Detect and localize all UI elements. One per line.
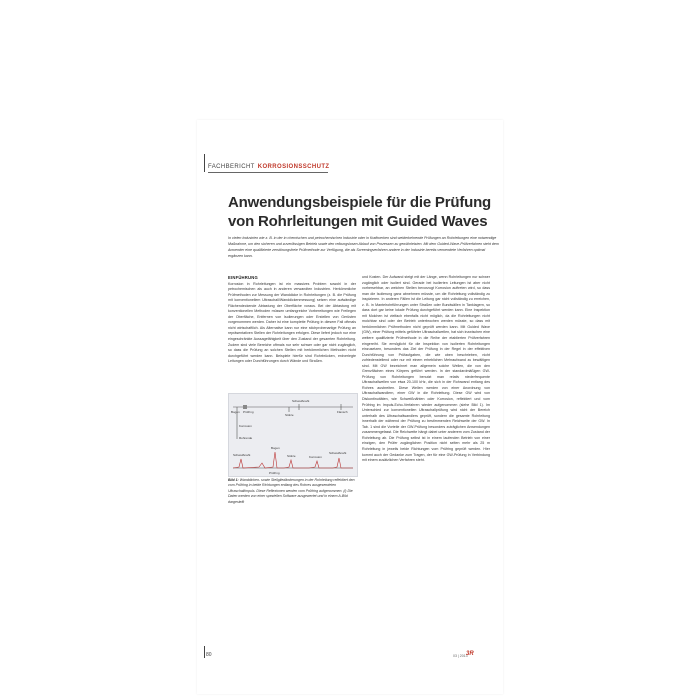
label-flansch: Flansch <box>337 410 348 414</box>
header-rule-vertical <box>204 154 205 172</box>
label-korrosion-lower: Korrosion <box>309 455 322 459</box>
label-bogen: Bogen <box>231 410 240 414</box>
header-rule-horizontal <box>208 172 328 173</box>
label-rohrende: Rohrende <box>239 436 253 440</box>
figure-diagram <box>229 394 357 476</box>
section-label: FACHBERICHT <box>208 164 255 170</box>
label-schweissnaht-right: Schweißnaht <box>329 451 347 455</box>
right-body-text: und Kosten. Der Aufwand steigt mit der Länge, wenn Rohrleitungen nur schwer zugänglich oder isoliert sind. Gerade bei isolierten Leitungen ist aber nicht vorhersehbar, an welchen Stellen bevorzugt Korrosion auftreten wird, so dass man die Isolierung ganz abnehmen müsste, um die Rohrleitung vollständig zu inspizieren. In anderen Fällen ist die Leitung gar nicht vollständig zu erreichen, z. B. in Mantelrohrführungen unter Straßen oder Bundwällen in Tanklagern, so dass dort gar keine lokale Prüfung durchgeführt werden kann. Eine Inspektion mit Molchen ist vielfach ebenfalls nicht möglich, da die Rohrleitungen nicht molchbar sind oder der Betrieb unterbrochen werden müsste, so dass mit herkömmlichen Prüfmethoden nicht geprüft werden kann. Mit Guided Wave (GW), einer Prüfung mittels geführter Ultraschallwellen, hat sich inzwischen eine weitere qualifizierte Prüfmethode in die Reihe der etablierten Prüfverfahren eingereiht. Sie ermöglicht für die Inspektion von isolierten Rohrleitungen einzusetzen, besonders das Ziel der Prüfung in der Regel in der effektiven Durchführung von Prüfaufgaben, die wie oben beschrieben, nicht zufriedenstellend oder nur mit einem erheblichen Mehraufwand zu bewältigen sind. Mit GW bezeichnet man allgemein solche Wellen, die von den Grenzflächen eines Körpers geführt werden. In der standardmäßigen GW-Prüfung von Rohrleitungen benutzt man relativ niederfrequente Ultraschallwellen von etwa 20-100 kHz, die sich in der Rohrwand entlang des Rohres ausbreiten. Diese Wellen werden von einer Anordnung von Ultraschallwandlern, einer GW in die Rohrleitung. Diese GW wird von Diskontinuitäten, wie Schweißnähten oder Korrosion, reflektiert und vom Prüfring im Impuls-Echo-Verfahren wieder aufgenommen (siehe Bild 1). Im Unterschied zur konventionellen Ultraschallprüfung wird nicht der Bereich unterhalb des Ultraschallwandlers geprüft, sondern die gesamte Rohrleitung innerhalb der während der Prüfung zu bestimmenden Reichweite der GW. In Tab. 1 sind die Vorteile der GW-Prüfung besonders zuträglichen Anwendungen zusammengefasst. Die Reichweite hängt dabei unter anderem vom Zustand der Rohrleitung ab. Die Prüfung selbst ist in einem laufenden Betrieb von einer einzigen, den Prüfer zugänglichen Position nicht selten mehr als 25 m Rohrleitung in jeweils beide Richtungen vom Prüfring geprüft werden. Hier kommt auch der Gedanke zum Tragen, der für eine GW-Prüfung in Verbindung mit einem zusätzlichen Verfahren steht. <box>362 275 490 463</box>
pruefring-mark <box>243 405 247 409</box>
page-number: 80 <box>206 652 212 658</box>
caption-text: Wanddicken- sowie Stellgliedänderungen in der Rohrleitung reflektiert den vom Prüfring in beide Richtungen entlang des Rohres ausgesendeten Ultraschallimpuls. Diese Reflexionen werden vom Prüfring aufgenommen. (i) Die Daten werden von einer speziellen Software ausgewertet und in einem A-Bild dargestellt <box>228 478 355 504</box>
label-schweissnaht: Schweißnaht <box>292 399 310 403</box>
label-bogen-lower: Bogen <box>271 446 280 450</box>
article-lead: In vielen Industrien wie z. B. in der in chemischen und petrochemischen Industrie oder in Kraftwerken sind weiderkehrende Prüfungen an Rohrleitungen eine notwendige Maßnahme, um den sicheren und zuverlässigen Betrieb sowie den reibungslosen Ablauf von Prozessen zu gewährleisten. Mit dem Guided-Wave-Prüfverfahren steht dem Anwender eine qualifizierte zerstörungsfreie Prüfmethode zur Verfügung, die als Screeningverfahren andere in der Industrie bereits verwendete Verfahren optimal ergänzen kann. <box>228 236 499 258</box>
left-column <box>228 275 356 367</box>
left-body-text: Korrosion in Rohrleitungen ist ein massives Problem sowohl in der petrochemischen als auch in anderen verwandten Industrien. Herkömmliche Prüfmethoden zur Messung der Wanddicke in Rohrleitungen (z. B. die Prüfung mit konventionellem Ultraschall/Wanddickenmessung) setzen eine aufwändige Flächendeckende Abtastung der Oberfläche voraus. Bei der Abtastung mit konventionellen Methoden müssen umfangreiche Vorbereitungen wie Freilegen der Oberfläche, Entfernen von Isolierungen oder Erstellen von Gerüsten vorgenommen werden. Daher ist eine komplette Prüfung in diesem Fall oftmals nicht wirtschaftlich. Als Alternative kann nur eine stichprobenartige Prüfung an repräsentativen Stellen der Rohrleitungen erfolgen. Diese liefert jedoch nur eine eingeschränkte Aussagefähigkeit über den Zustand der gesamten Rohrleitung. Zudem sind viele Bereiche oftmals nur sehr schwer oder gar nicht zugänglich, so dass die Prüfung an solchen Stellen mit herkömmlichen Methoden nicht durchgeführt werden kann. Beispiele hierfür sind Rohrbrücken, erdverlegte Leitungen oder Durchführungen durch Wände und Straßen. <box>228 281 356 364</box>
figure-1 <box>228 393 358 477</box>
figure-caption <box>228 478 356 505</box>
section-topic: KORROSIONSSCHUTZ <box>257 164 330 170</box>
issue-tag: 03 | 2013 <box>453 654 468 658</box>
caption-label: Bild 1: <box>228 478 239 482</box>
label-schweissnaht-lower: Schweißnaht <box>233 453 251 457</box>
label-stuetze: Stütze <box>285 413 294 417</box>
article-title: Anwendungsbeispiele für die Prüfung von Rohrleitungen mit Guided Waves <box>228 194 492 230</box>
label-pruefring-lower: Prüfring <box>269 471 280 475</box>
brand-logo: 3R <box>466 651 474 657</box>
label-pruefring: Prüfring <box>243 410 254 414</box>
section-header <box>208 164 330 170</box>
label-stuetze-lower: Stütze <box>287 454 296 458</box>
label-korrosion: Korrosion <box>239 424 252 428</box>
right-column <box>362 275 490 641</box>
section-heading: EINFÜHRUNG <box>228 275 258 280</box>
page-number-rule <box>204 646 205 658</box>
